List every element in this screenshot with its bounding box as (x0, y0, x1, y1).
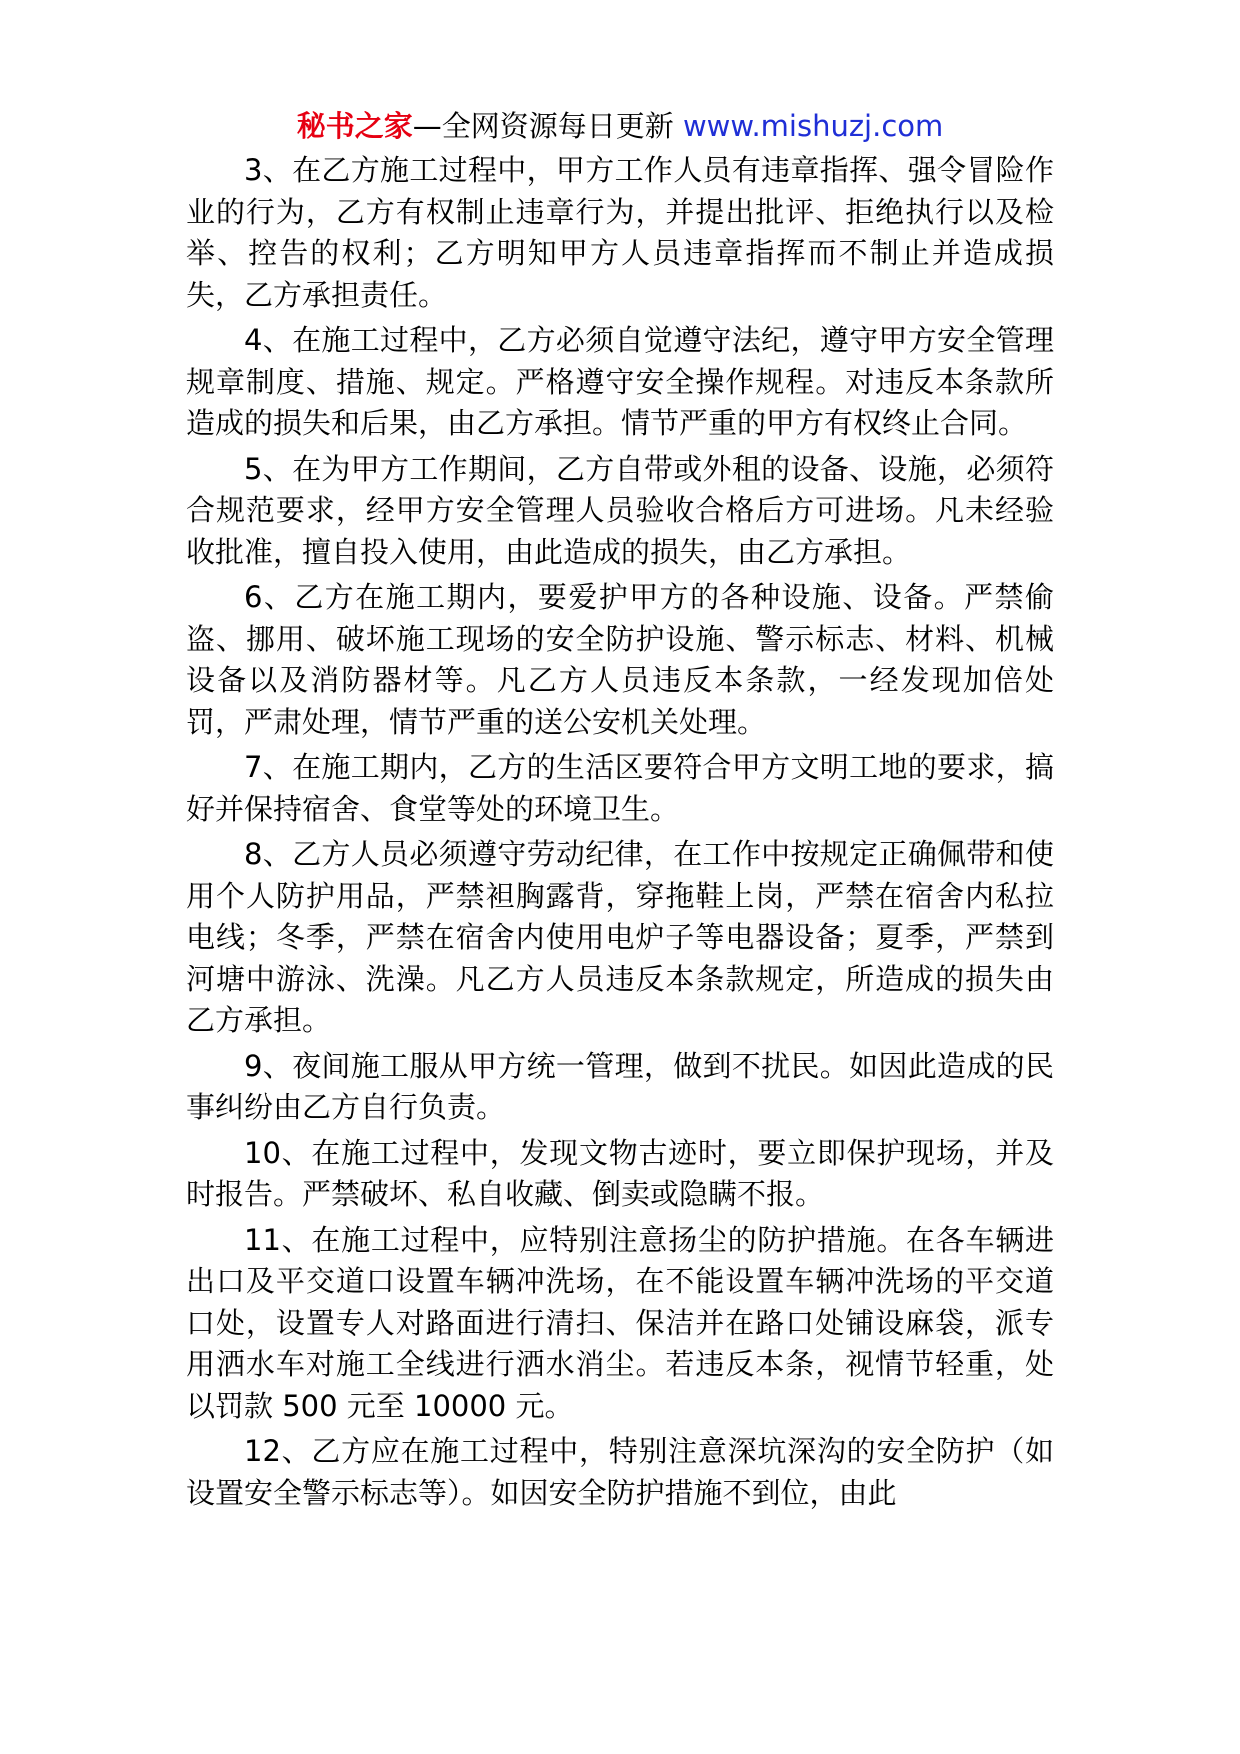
clause-12: 12、乙方应在施工过程中，特别注意深坑深沟的安全防护（如设置安全警示标志等）。如因安全防护措施不到位，由此 (186, 1434, 1054, 1510)
brand-name: 秘书之家 (296, 109, 413, 143)
clause-3: 3、在乙方施工过程中，甲方工作人员有违章指挥、强令冒险作业的行为，乙方有权制止违章行为，并提出批评、拒绝执行以及检举、控告的权利；乙方明知甲方人员违章指挥而不制止并造成损失，乙方承担责任。 (186, 153, 1054, 312)
header-url-link[interactable]: www.mishuzj.com (682, 109, 944, 143)
clause-8: 8、乙方人员必须遵守劳动纪律，在工作中按规定正确佩带和使用个人防护用品，严禁袒胸露背，穿拖鞋上岗，严禁在宿舍内私拉电线；冬季，严禁在宿舍内使用电炉子等电器设备；夏季，严禁到河塘中游泳、洗澡。凡乙方人员违反本条款规定，所造成的损失由乙方承担。 (186, 837, 1054, 1037)
clause-9: 9、夜间施工服从甲方统一管理，做到不扰民。如因此造成的民事纠纷由乙方自行负责。 (186, 1048, 1054, 1124)
clause-6: 6、乙方在施工期内，要爱护甲方的各种设施、设备。严禁偷盗、挪用、破坏施工现场的安全防护设施、警示标志、材料、机械设备以及消防器材等。凡乙方人员违反本条款，一经发现加倍处罚，严肃处理，情节严重的送公安机关处理。 (186, 580, 1054, 739)
clause-4: 4、在施工过程中，乙方必须自觉遵守法纪，遵守甲方安全管理规章制度、措施、规定。严格遵守安全操作规程。对违反本条款所造成的损失和后果，由乙方承担。情节严重的甲方有权终止合同。 (186, 323, 1054, 440)
clause-7: 7、在施工期内，乙方的生活区要符合甲方文明工地的要求，搞好并保持宿舍、食堂等处的环境卫生。 (186, 750, 1054, 826)
header-tagline: —全网资源每日更新 (412, 109, 674, 143)
clause-10: 10、在施工过程中，发现文物古迹时，要立即保护现场，并及时报告。严禁破坏、私自收藏、倒卖或隐瞒不报。 (186, 1135, 1054, 1211)
page-header (0, 104, 1240, 148)
clause-5: 5、在为甲方工作期间，乙方自带或外租的设备、设施，必须符合规范要求，经甲方安全管理人员验收合格后方可进场。凡未经验收批准，擅自投入使用，由此造成的损失，由乙方承担。 (186, 451, 1054, 569)
clause-11: 11、在施工过程中，应特别注意扬尘的防护措施。在各车辆进出口及平交道口设置车辆冲洗场，在不能设置车辆冲洗场的平交道口处，设置专人对路面进行清扫、保洁并在路口处铺设麻袋，派专用洒水车对施工全线进行洒水消尘。若违反本条，视情节轻重，处以罚款 500 元至 10000 元。 (186, 1222, 1054, 1423)
document-body (186, 150, 1054, 1518)
